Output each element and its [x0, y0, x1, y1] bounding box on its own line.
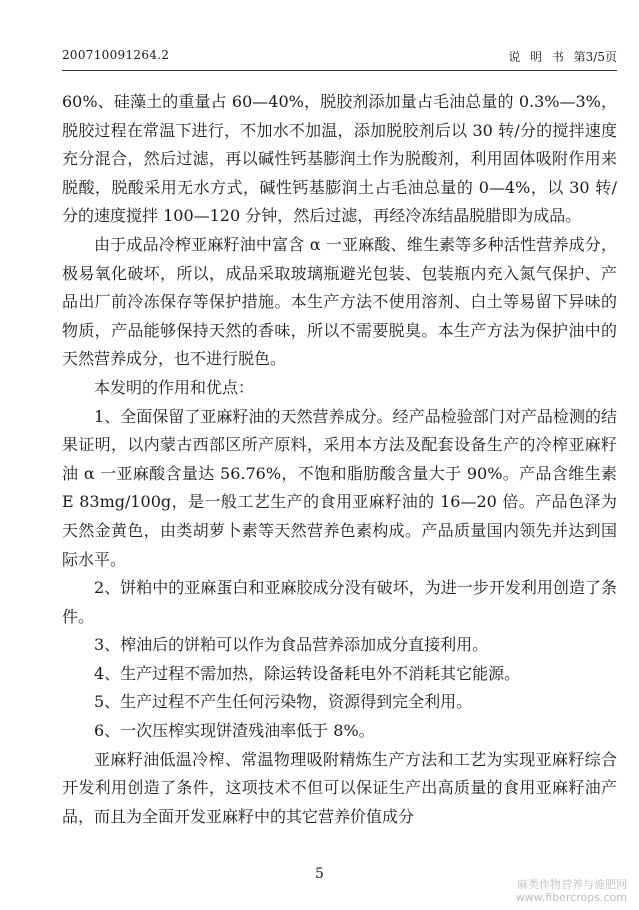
- list-item: 5、生产过程不产生任何污染物，资源得到完全利用。: [94, 692, 473, 712]
- list-item: 1、全面保留了亚麻籽油的天然营养成分。经产品检验部门对产品检测的结果证明，以内蒙古西部区所产原料，采用本方法及配套设备生产的冷榨亚麻籽油 α 一亚麻酸含量达 56.76%，不饱和脂肪酸含量大于 90%。产品含维生素 E 83mg/100g，是一般工艺生产的食用亚麻籽油的 16—20 倍。产品色泽为天然金黄色，由类胡萝卜素等天然营养色素构成。产品质量国内领先并达到国际水平。: [62, 406, 617, 569]
- paragraph-continuation: 60%、硅藻土的重量占 60—40%，脱胶剂添加量占毛油总量的 0.3%—3%，脱胶过程在常温下进行，不加水不加温，添加脱胶剂后以 30 转/分的搅拌速度充分混合，然后过滤，再以碱性钙基膨润土作为脱酸剂，利用固体吸附作用来脱酸，脱酸采用无水方式，碱性钙基膨润土占毛油总量的 0—4%，以 30 转/分的速度搅拌 100—120 分钟，然后过滤，再经冷冻结晶脱腊即为成品。: [62, 92, 617, 226]
- list-item: 4、生产过程不需加热，除运转设备耗电外不消耗其它能源。: [94, 663, 521, 683]
- document-type-label: 说 明 书: [508, 50, 564, 64]
- list-item: 2、饼粕中的亚麻蛋白和亚麻胶成分没有破坏，为进一步开发利用创造了条件。: [62, 578, 617, 626]
- list-item: 6、一次压榨实现饼渣残油率低于 8%。: [94, 721, 375, 741]
- watermark-url: www.fibercrops.com: [515, 891, 627, 904]
- list-item: 3、榨油后的饼粕可以作为食品营养添加成分直接利用。: [94, 635, 489, 655]
- site-watermark: [516, 878, 627, 904]
- document-number: 200710091264.2: [62, 48, 170, 62]
- paragraph: 由于成品冷榨亚麻籽油中富含 α 一亚麻酸、维生素等多种活性营养成分，极易氧化破坏，所以，成品采取玻璃瓶避光包装、包装瓶内充入氮气保护、产品出厂前冷冻保存等保护措施。本生产方法不使用溶剂、白土等易留下异味的物质，产品能够保持天然的香味，所以不需要脱臭。本生产方法为保护油中的天然营养成分，也不进行脱色。: [62, 234, 617, 369]
- document-body: [62, 88, 617, 831]
- header-rule: [62, 70, 617, 71]
- page-number: 5: [315, 866, 324, 882]
- header-right: [508, 48, 617, 65]
- watermark-site-name: 麻类作物营养与施肥网: [517, 878, 627, 891]
- page-header: [62, 48, 617, 68]
- section-heading: 本发明的作用和优点：: [94, 377, 255, 397]
- page-info: 第3/5页: [573, 50, 617, 64]
- paragraph: 亚麻籽油低温冷榨、常温物理吸附精炼生产方法和工艺为实现亚麻籽综合开发利用创造了条件，这项技术不但可以保证生产出高质量的食用亚麻籽油产品，而且为全面开发亚麻籽中的其它营养价值成分: [62, 749, 617, 826]
